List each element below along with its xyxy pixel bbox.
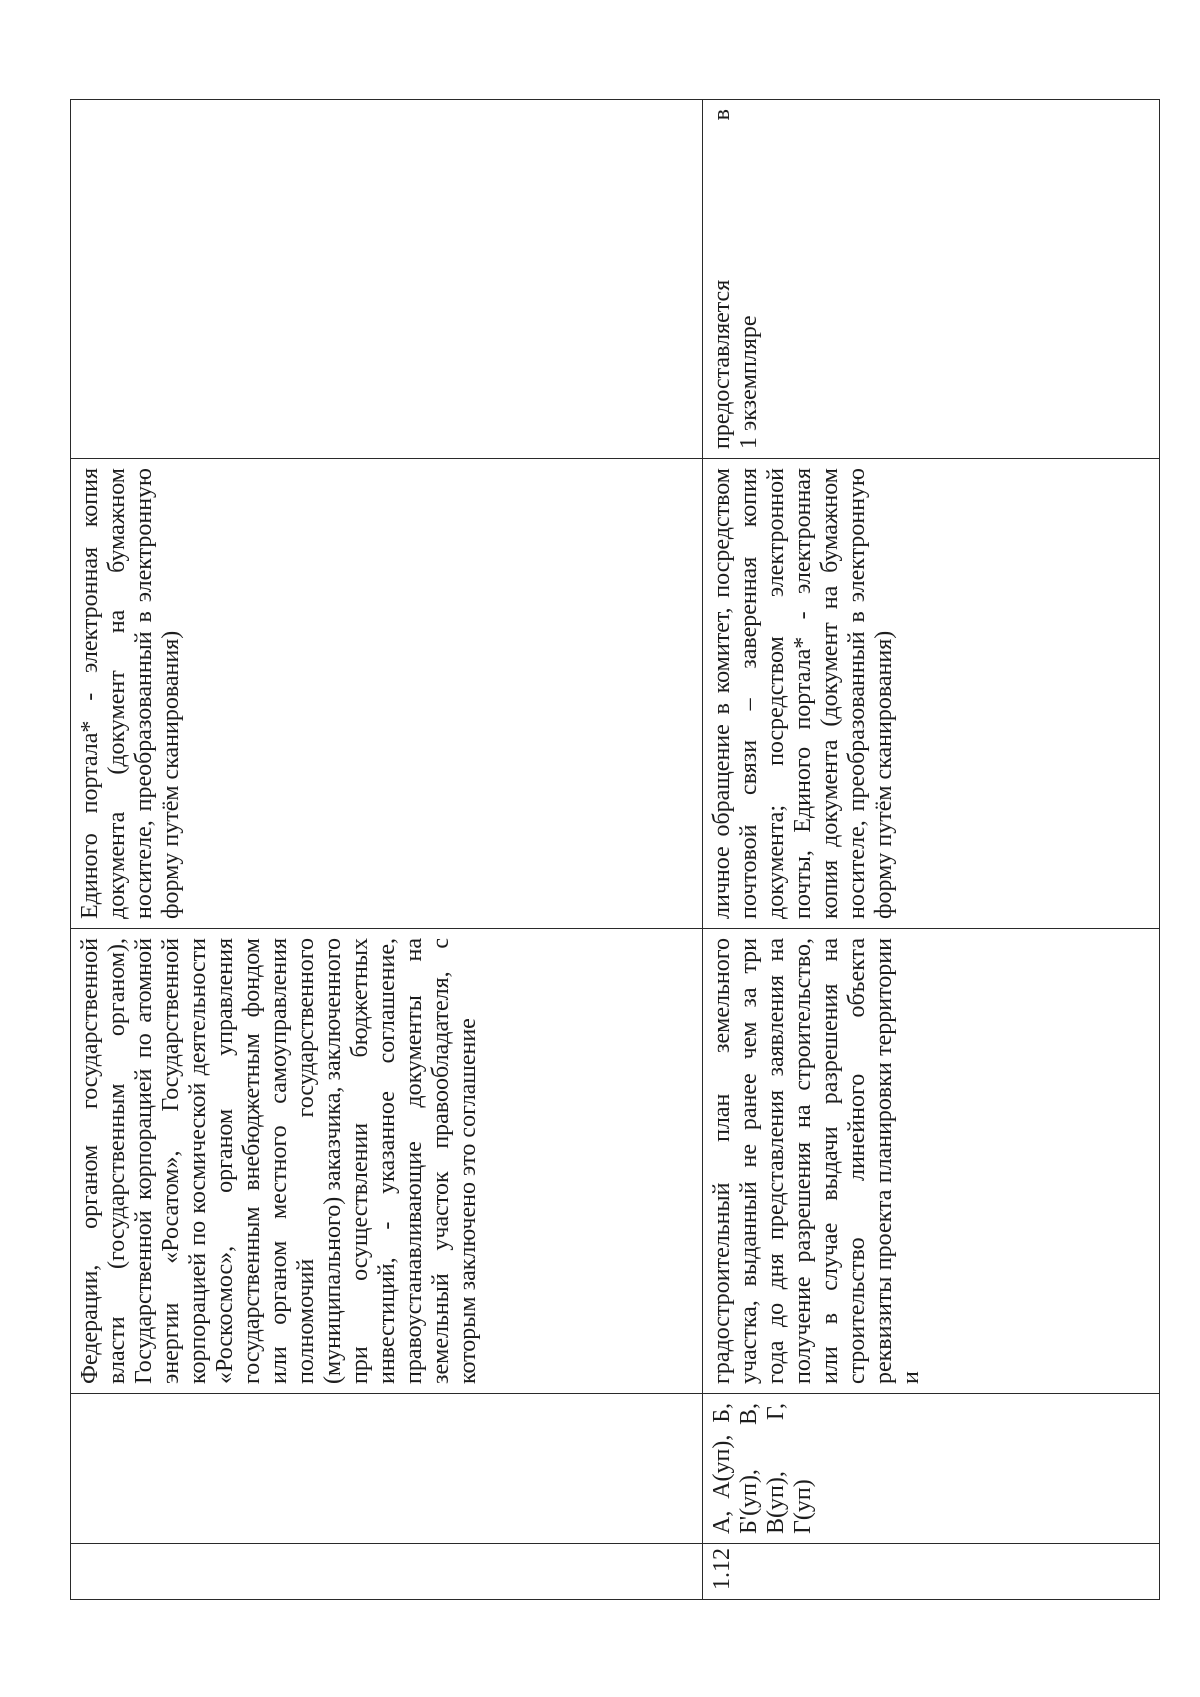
requirements-table [70,99,1160,1600]
submission-method: Единого портала* - электронная копия документа (документ на бумажном носителе, преобразованный в электронную форму путём сканирования) [77,468,184,919]
note-text: предоставляется [709,279,735,449]
note-tail: в [709,109,735,121]
note-line-1 [709,109,736,449]
submission-method-cell [71,459,703,929]
table-row [703,100,1160,1600]
document-description: градостроительный план земельного участка, выданный не ранее чем за три года до дня представления заявления на получение разрешения на строительство, или в случае выдачи разрешения на строительство линейного объекта реквизиты проекта планировки территории и [709,938,924,1384]
note-cell [71,100,703,459]
applicant-categories: А, А(уп), Б, Б'(уп), В, В(уп), Г, Г(уп) [709,1403,816,1534]
row-number-cell [71,1544,703,1600]
note-cell [703,100,1160,459]
row-number: 1.12 [709,1548,735,1590]
rotated-table-wrapper [70,100,1160,1600]
submission-method: личное обращение в комитет, посредством почтовой связи – заверенная копия документа; посредством электронной почты, Единого портала* - электронная копия документа (документ на бумажном носителе, преобразованный в электронную форму путём сканирования) [709,468,897,919]
document-description: Федерации, органом государственной власти (государственным органом), Государственной корпорацией по атомной энергии «Росатом», Государственной корпорацией по космической деятельности «Роскосмос», органом управления государственным внебюджетным фондом или органом местного самоуправления полномочий государственного (муниципального) заказчика, заключенного при осуществлении бюджетных инвестиций, - указанное соглашение, правоустанавливающие документы на земельный участок правообладателя, с которым заключено это соглашение [77,938,481,1384]
document-cell [703,929,1160,1394]
document-cell [71,929,703,1394]
applicant-category-cell [71,1394,703,1544]
table-row [71,100,703,1600]
note-line-2: 1 экземпляре [736,315,762,449]
applicant-category-cell [703,1394,1160,1544]
submission-method-cell [703,459,1160,929]
row-number-cell [703,1544,1160,1600]
